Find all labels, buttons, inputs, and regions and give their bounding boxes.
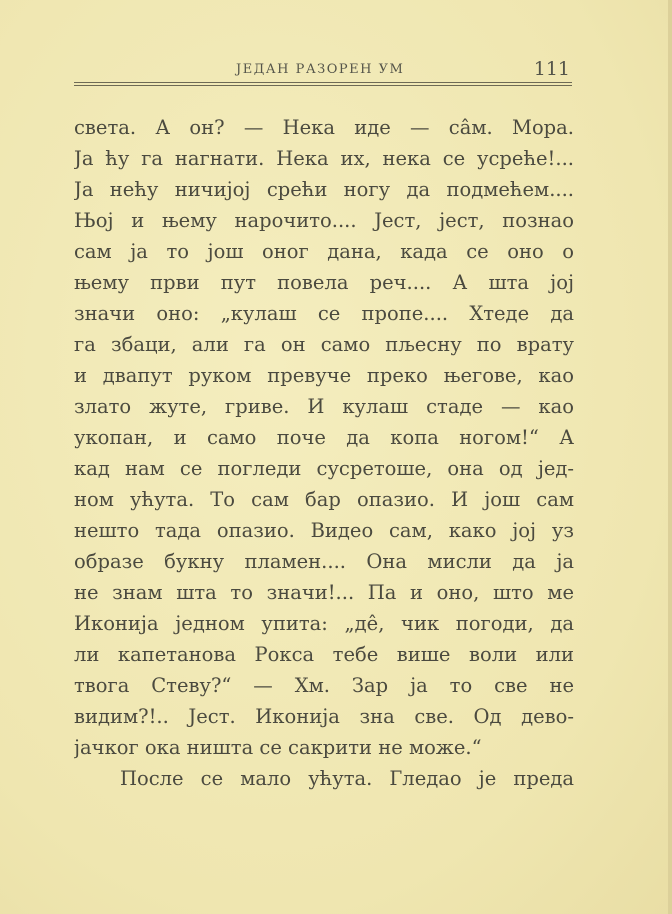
page-number: 111 (533, 58, 570, 80)
text-line: значи оно: „кулаш се пропе.... Хтеде да (74, 302, 574, 325)
page-edge (668, 0, 672, 914)
text-line: Њој и њему нарочито.... Јест, јест, познао (74, 209, 574, 232)
text-line: укопан, и само поче да копа ногом!“ А (74, 426, 574, 449)
text-line: Ја ћу га нагнати. Нека их, нека се усреће!... (74, 147, 574, 170)
text-line: кад нам се погледи сусретоше, она од јед- (74, 457, 574, 480)
text-line: јачког ока ништа се сакрити не може.“ (74, 736, 482, 759)
text-line: Иконија једном упита: „де̂, чик погоди, да (74, 612, 574, 635)
text-line: њему први пут повела реч.... А шта јој (74, 271, 574, 294)
text-line: видим?!.. Јест. Иконија зна све. Од дево- (74, 705, 574, 728)
running-title: ЈЕДАН РАЗОРЕН УМ (236, 62, 405, 77)
body-text (74, 112, 574, 794)
text-line: нешто тада опазио. Видео сам, како јој уз (74, 519, 574, 542)
text-line: ном ућута. То сам бар опазио. И још сам (74, 488, 574, 511)
text-line: света. А он? — Нека иде — са̂м. Мора. (74, 116, 574, 139)
text-line: ли капетанова Рокса тебе више воли или (74, 643, 574, 666)
text-line: злато жуте, гриве. И кулаш стаде — као (74, 395, 574, 418)
text-line: образе букну пламен.... Она мисли да ја (74, 550, 574, 573)
text-line: Ја нећу ничијој срећи ногу да подмећем.... (74, 178, 574, 201)
text-line: После се мало ућута. Гледао је преда (120, 767, 574, 790)
running-header (74, 58, 572, 84)
header-rule (74, 82, 572, 86)
text-line: не знам шта то значи!... Па и оно, што ме (74, 581, 574, 604)
text-line: сам ја то још оног дана, када се оно о (74, 240, 574, 263)
text-line: и двапут руком превуче преко његове, као (74, 364, 574, 387)
text-line: твога Стеву?“ — Хм. Зар ја то све не (74, 674, 574, 697)
text-line: га збаци, али га он само пљесну по врату (74, 333, 574, 356)
